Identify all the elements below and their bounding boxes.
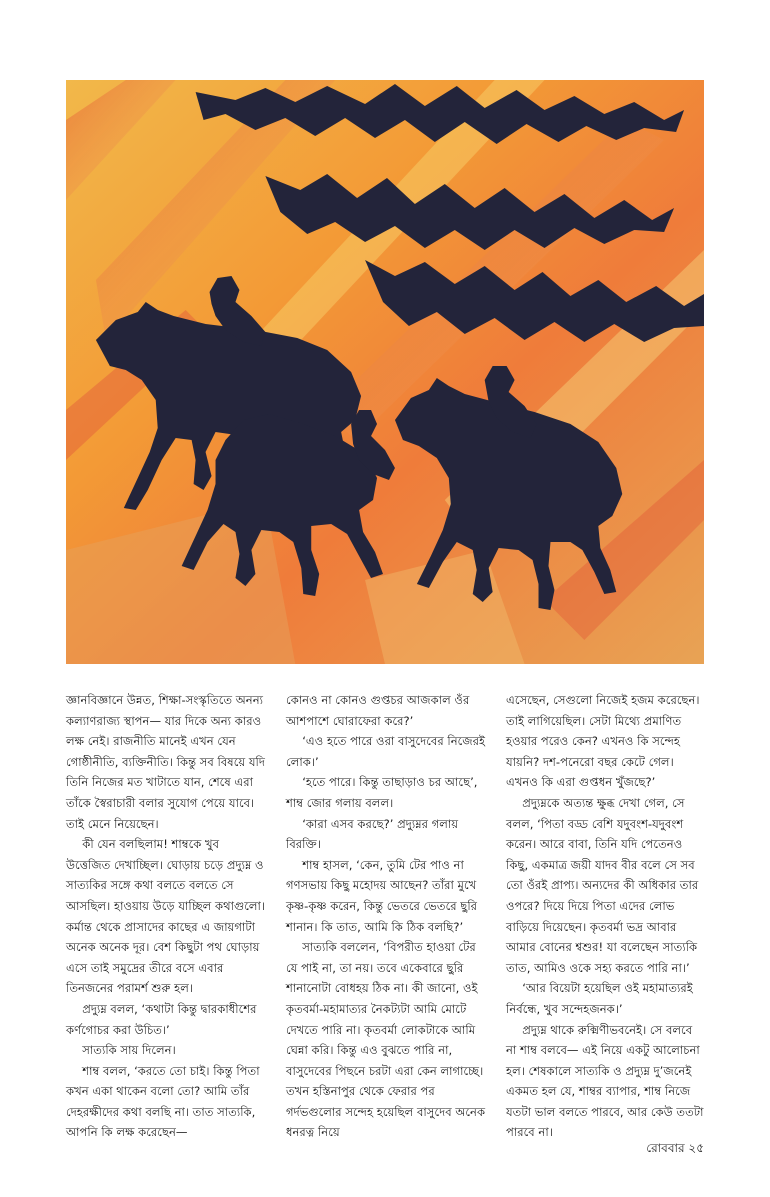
- paragraph: কোনও না কোনও গুপ্তচর আজকাল ওঁর আশপাশে ঘোরাফেরা করে?’: [286, 693, 470, 728]
- article-column-1: [66, 690, 266, 1140]
- paragraph: ‘হতে পারে। কিন্তু তাছাড়াও চর আছে’, শাম্ব জোর গলায় বলল।: [286, 775, 478, 810]
- paragraph: সাত্যকি বললেন, ‘বিপরীত হাওয়া টের যে পাই না, তা নয়। তবে একেবারে ছুরি শানানোটা বোধহয় ঠিক না। কী জানো, ওই কৃতবর্মা-মহামাত্যর নৈকট্যটা আমি মোটে দেখতে পারি না। কৃতবর্মা লোকটাকে আমি ঘেন্না করি। কিন্তু এও বুঝতে পারি না, বাসুদেবের পিছনে চরটা এরা কেন লাগাচ্ছে। তখন হস্তিনাপুর থেকে ফেরার পর গর্দভগুলোর সন্দেহ হয়েছিল বাসুদেব অনেক ধনরত্ন নিয়ে: [286, 940, 486, 1140]
- paragraph: প্রদ্যুম্ন বলল, ‘কথাটা কিন্তু দ্বারকাধীশের কর্ণগোচর করা উচিত।’: [66, 1001, 257, 1037]
- paragraph: সাত্যকি সায় দিলেন।: [82, 1043, 176, 1058]
- paragraph: জ্ঞানবিজ্ঞানে উন্নত, শিক্ষা-সংস্কৃতিতে অনন্য কল্যাণরাজ্য স্থাপন— যার দিকে অন্য কারও লক্ষ নেই। রাজনীতি মানেই এখন যেন গোষ্ঠীনীতি, ব্যক্তিনীতি। কিন্তু সব বিষয়ে যদি তিনি নিজের মত খাটাতে যান, শেষে এরা তাঁকে স্বৈরাচারী বলার সুযোগ পেয়ে যাবে। তাই মেনে নিয়েছেন।: [66, 693, 265, 831]
- artwork-illustration: [66, 80, 704, 664]
- paragraph: শাম্ব হাসল, ‘কেন, তুমি টের পাও না গণসভায় কিছু মহোদয় আছেন? তাঁরা মুখে কৃষ্ণ-কৃষ্ণ করেন, কিন্তু ভেতরে ভেতরে ছুরি শানান। কি তাত, আমি কি ঠিক বলছি?’: [286, 857, 478, 934]
- paragraph: শাম্ব বলল, ‘করতে তো চাই। কিন্তু পিতা কখন একা থাকেন বলো তো? আমি তাঁর দেহরক্ষীদের কথা বলছি না। তাত সাত্যকি, আপনি কি লক্ষ করেছেন—: [66, 1063, 260, 1140]
- paragraph: এসেছেন, সেগুলো নিজেই হজম করেছেন। তাই লাগিয়েছিল। সেটা মিথ্যে প্রমাণিত হওয়ার পরেও কেন? এখনও কি সন্দেহ যায়নি? দশ-পনেরো বছর কেটে গেল। এখনও কি এরা গুপ্তধন খুঁজছে?’: [506, 693, 700, 790]
- paragraph: কী যেন বলছিলাম! শাম্বকে খুব উত্তেজিত দেখাচ্ছিল। ঘোড়ায় চড়ে প্রদ্যুম্ন ও সাত্যকির সঙ্গে কথা বলতে বলতে সে আসছিল। হাওয়ায় উড়ে যাচ্ছিল কথাগুলো। কর্মান্ত থেকে প্রাসাদের কাছের এ জায়গাটা অনেক অনেক দূর। বেশ কিছুটা পথ ঘোড়ায় এসে তাই সমুদ্রের তীরে বসে এবার তিনজনের পরামর্শ শুরু হল।: [66, 837, 266, 996]
- article-column-3: [506, 690, 706, 1140]
- paragraph: ‘আর বিয়েটা হয়েছিল ওই মহামাত্যরই নির্বন্ধে, খুব সন্দেহজনক।’: [506, 981, 693, 1016]
- paragraph: প্রদ্যুম্নকে অত্যন্ত ক্ষুব্ধ দেখা গেল, সে বলল, ‘পিতা বড্ড বেশি যদুবংশ-যদুবংশ করেন। আরে বাবা, তিনি যদি পেতেনও কিছু, একমাত্র জয়ী যাদব বীর বলে সে সব তো ওঁরই প্রাপ্য। অন্যদের কী অধিকার তার ওপরে? দিয়ে দিয়ে পিতা এদের লোভ বাড়িয়ে দিয়েছেন। কৃতবর্মা ভদ্র আবার আমার বোনের শ্বশুর! যা বলেছেন সাত্যকি তাত, আমিও ওকে সহ্য করতে পারি না।’: [506, 795, 699, 975]
- paragraph: প্রদ্যুম্ন থাকে রুক্মিণীভবনেই। সে বলবে না শাম্ব বলবে— এই নিয়ে একটু আলোচনা হল। শেষকালে সাত্যকি ও প্রদ্যুম্ন দু’জনেই একমত হল যে, শাম্বর ব্যাপার, শাম্ব নিজে যতটা ভাল বলতে পারবে, আর কেউ ততটা পারবে না।: [506, 1022, 704, 1140]
- article-columns: [66, 690, 706, 1140]
- article-column-2: [286, 690, 486, 1140]
- paragraph: ‘কারা এসব করছে?’ প্রদ্যুম্নর গলায় বিরক্তি।: [286, 816, 459, 852]
- page-footer: রোববার ২৫: [646, 1141, 704, 1155]
- paragraph: ‘এও হতে পারে ওরা বাসুদেবের নিজেরই লোক।’: [286, 734, 486, 769]
